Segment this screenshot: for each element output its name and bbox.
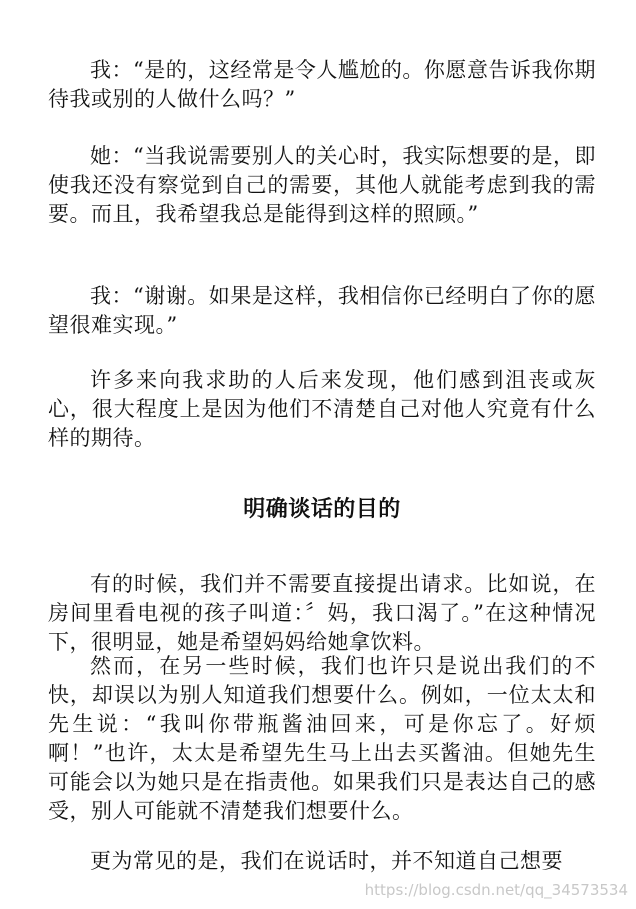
section-title: 明确谈话的目的 bbox=[243, 496, 401, 522]
paragraph-5: 有的时候，我们并不需要直接提出请求。比如说，在房间里看电视的孩子叫道：〞妈，我口渴了。”在这种情况下，很明显，她是希望妈妈给她拿饮料。 bbox=[48, 572, 596, 654]
paragraph-7: 更为常见的是，我们在说话时，并不知道自己想要 bbox=[90, 849, 563, 873]
watermark: https://blog.csdn.net/qq_34573534 bbox=[364, 881, 628, 899]
paragraph-6: 然而，在另一些时候，我们也许只是说出我们的不快，却误以为别人知道我们想要什么。例如，一位太太和先生说：“我叫你带瓶酱油回来，可是你忘了。好烦啊！”也许，太太是希望先生马上出去买酱油。但她先生可能会以为她只是在指责他。如果我们只是表达自己的感受，别人可能就不清楚我们想要什么。 bbox=[48, 654, 596, 823]
paragraph-4: 许多来向我求助的人后来发现，他们感到沮丧或灰心，很大程度上是因为他们不清楚自己对他人究竟有什么样的期待。 bbox=[48, 368, 596, 450]
paragraph-3: 我：“谢谢。如果是这样，我相信你已经明白了你的愿望很难实现。” bbox=[48, 284, 596, 337]
paragraph-1: 我：“是的，这经常是令人尴尬的。你愿意告诉我你期待我或别的人做什么吗？” bbox=[48, 58, 596, 111]
paragraph-2: 她：“当我说需要别人的关心时，我实际想要的是，即使我还没有察觉到自己的需要，其他人就能考虑到我的需要。而且，我希望我总是能得到这样的照顾。” bbox=[48, 144, 596, 226]
